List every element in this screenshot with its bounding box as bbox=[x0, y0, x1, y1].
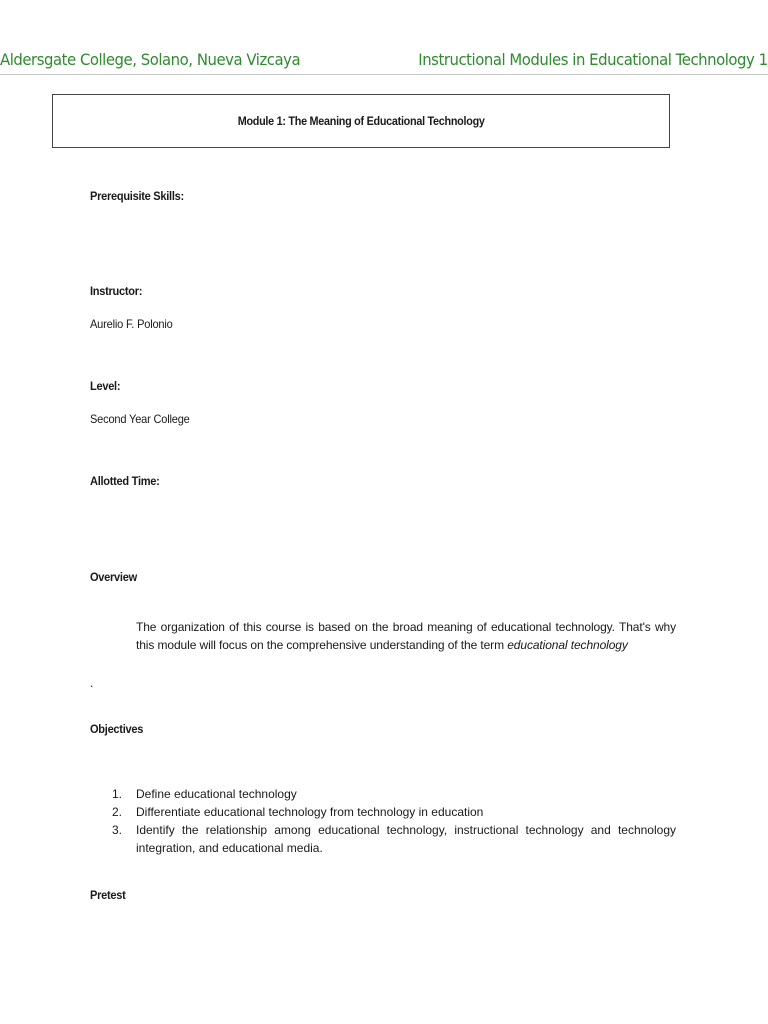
header-institution: Aldersgate College, Solano, Nueva Vizcaya bbox=[0, 50, 301, 69]
overview-body: The organization of this course is based on the broad meaning of educational technology. That's why this module will focus on the comprehensive understanding of the term bbox=[136, 620, 676, 652]
header-course-title: Instructional Modules in Educational Technology 1 bbox=[418, 50, 768, 69]
objective-item bbox=[112, 803, 676, 821]
objective-item bbox=[112, 785, 676, 803]
objective-number: 3. bbox=[112, 823, 123, 837]
level-label: Level: bbox=[90, 379, 121, 393]
objective-item bbox=[112, 821, 676, 857]
overview-paragraph bbox=[136, 618, 676, 654]
objective-number: 2. bbox=[112, 805, 123, 819]
overview-label: Overview bbox=[90, 570, 137, 584]
objectives-label: Objectives bbox=[90, 722, 144, 736]
module-title: Module 1: The Meaning of Educational Technology bbox=[237, 114, 485, 128]
stray-period: . bbox=[90, 676, 94, 690]
objective-text: Identify the relationship among educational technology, instructional technology and technology integration, and educational media. bbox=[136, 823, 676, 855]
pretest-label: Pretest bbox=[90, 888, 126, 902]
instructor-value: Aurelio F. Polonio bbox=[90, 317, 173, 331]
allotted-time-label: Allotted Time: bbox=[90, 474, 160, 488]
overview-emphasis: educational technology bbox=[507, 638, 628, 652]
objective-text: Differentiate educational technology from technology in education bbox=[136, 805, 484, 819]
objectives-list bbox=[112, 785, 676, 857]
instructor-label: Instructor: bbox=[90, 284, 143, 298]
module-title-box bbox=[52, 94, 670, 148]
level-value: Second Year College bbox=[90, 412, 190, 426]
prerequisite-skills-label: Prerequisite Skills: bbox=[90, 189, 184, 203]
objective-text: Define educational technology bbox=[136, 787, 297, 801]
header-divider bbox=[0, 74, 768, 75]
objective-number: 1. bbox=[112, 787, 123, 801]
